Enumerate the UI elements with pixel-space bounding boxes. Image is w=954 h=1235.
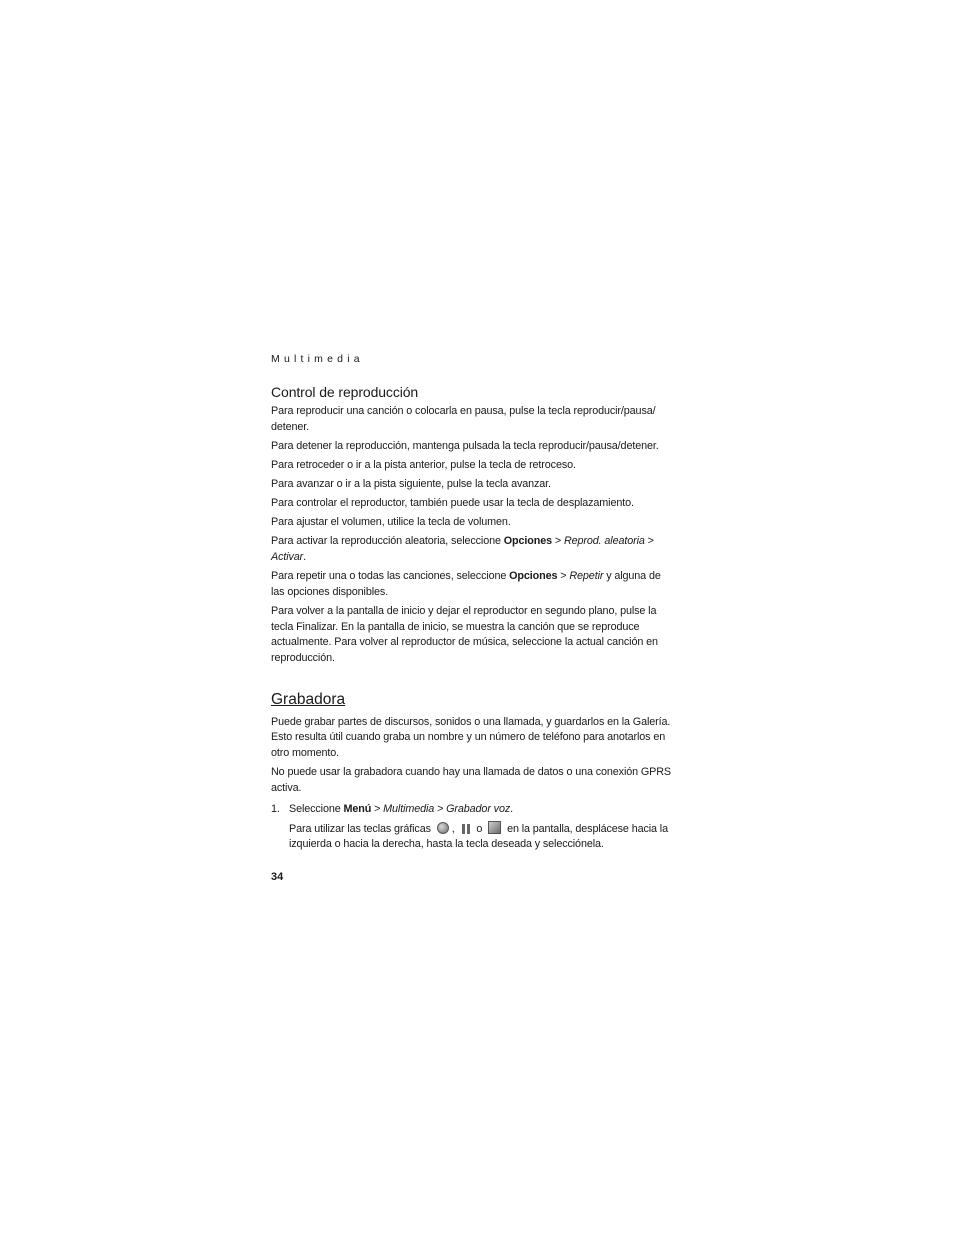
stop-icon xyxy=(488,821,501,834)
text: . xyxy=(303,550,307,563)
list-item-step-1 xyxy=(271,802,671,818)
menu-term-voice-recorder: Grabador voz xyxy=(446,802,511,815)
separator: > xyxy=(371,802,384,815)
paragraph: Para volver a la pantalla de inicio y dejar el reproductor en segundo plano, pulse la tecla Finalizar. En la pantalla de inicio, se muestra la canción que se reproduce actualmente. Para volver al reproductor de música, seleccione la actual canción en reproducción. xyxy=(271,604,658,664)
pause-icon xyxy=(461,824,471,834)
text: en la pantalla, desplácese hacia la izquierda o hacia la derecha, hasta la tecla deseada y selecciónela. xyxy=(289,822,668,851)
paragraph-shuffle xyxy=(271,534,671,565)
page-number: 34 xyxy=(271,871,284,884)
paragraph-repeat xyxy=(271,569,671,600)
text: Para utilizar las teclas gráficas xyxy=(289,822,434,835)
paragraph: Para controlar el reproductor, también puede usar la tecla de desplazamiento. xyxy=(271,497,634,510)
menu-term-menu: Menú xyxy=(343,802,372,815)
paragraph: Para detener la reproducción, mantenga pulsada la tecla reproducir/pausa/detener. xyxy=(271,439,659,452)
text: o xyxy=(476,822,483,835)
paragraph: Para reproducir una canción o colocarla en pausa, pulse la tecla reproducir/pausa/ detener. xyxy=(271,405,656,433)
text: . xyxy=(510,802,514,815)
record-icon xyxy=(437,822,449,834)
document-page xyxy=(271,352,671,884)
text: Para repetir una o todas las canciones, seleccione xyxy=(271,570,510,583)
menu-term-activate: Activar xyxy=(271,550,304,563)
step-detail xyxy=(271,821,671,853)
section-title-recorder: Grabadora xyxy=(271,690,346,708)
subsection-title-playback: Control de reproducción xyxy=(271,384,419,400)
menu-term-multimedia: Multimedia xyxy=(383,802,435,815)
paragraph: Puede grabar partes de discursos, sonidos o una llamada, y guardarlos en la Galería. Esto resulta útil cuando graba un nombre y un número de teléfono para anotarlos en otro momento. xyxy=(271,715,671,760)
list-text xyxy=(289,802,513,818)
menu-term-repeat: Repetir xyxy=(569,570,604,583)
separator: > xyxy=(552,535,564,548)
separator: > xyxy=(644,535,654,548)
menu-term-options: Opciones xyxy=(509,570,558,583)
running-header: Multimedia xyxy=(271,353,364,365)
menu-term-shuffle: Reprod. aleatoria xyxy=(563,535,645,548)
text: Seleccione xyxy=(289,802,344,815)
paragraph: Para avanzar o ir a la pista siguiente, pulse la tecla avanzar. xyxy=(271,477,551,490)
paragraph: Para ajustar el volumen, utilice la tecla de volumen. xyxy=(271,516,511,529)
list-number: 1. xyxy=(271,802,280,815)
separator: > xyxy=(434,802,447,815)
text: y alguna de las opciones disponibles. xyxy=(271,570,661,598)
paragraph: Para retroceder o ir a la pista anterior, pulse la tecla de retroceso. xyxy=(271,458,576,471)
text: , xyxy=(451,822,455,835)
paragraph: No puede usar la grabadora cuando hay una llamada de datos o una conexión GPRS activa. xyxy=(271,766,672,794)
separator: > xyxy=(557,570,570,583)
text: Para activar la reproducción aleatoria, seleccione xyxy=(271,535,504,548)
menu-term-options: Opciones xyxy=(503,535,552,548)
